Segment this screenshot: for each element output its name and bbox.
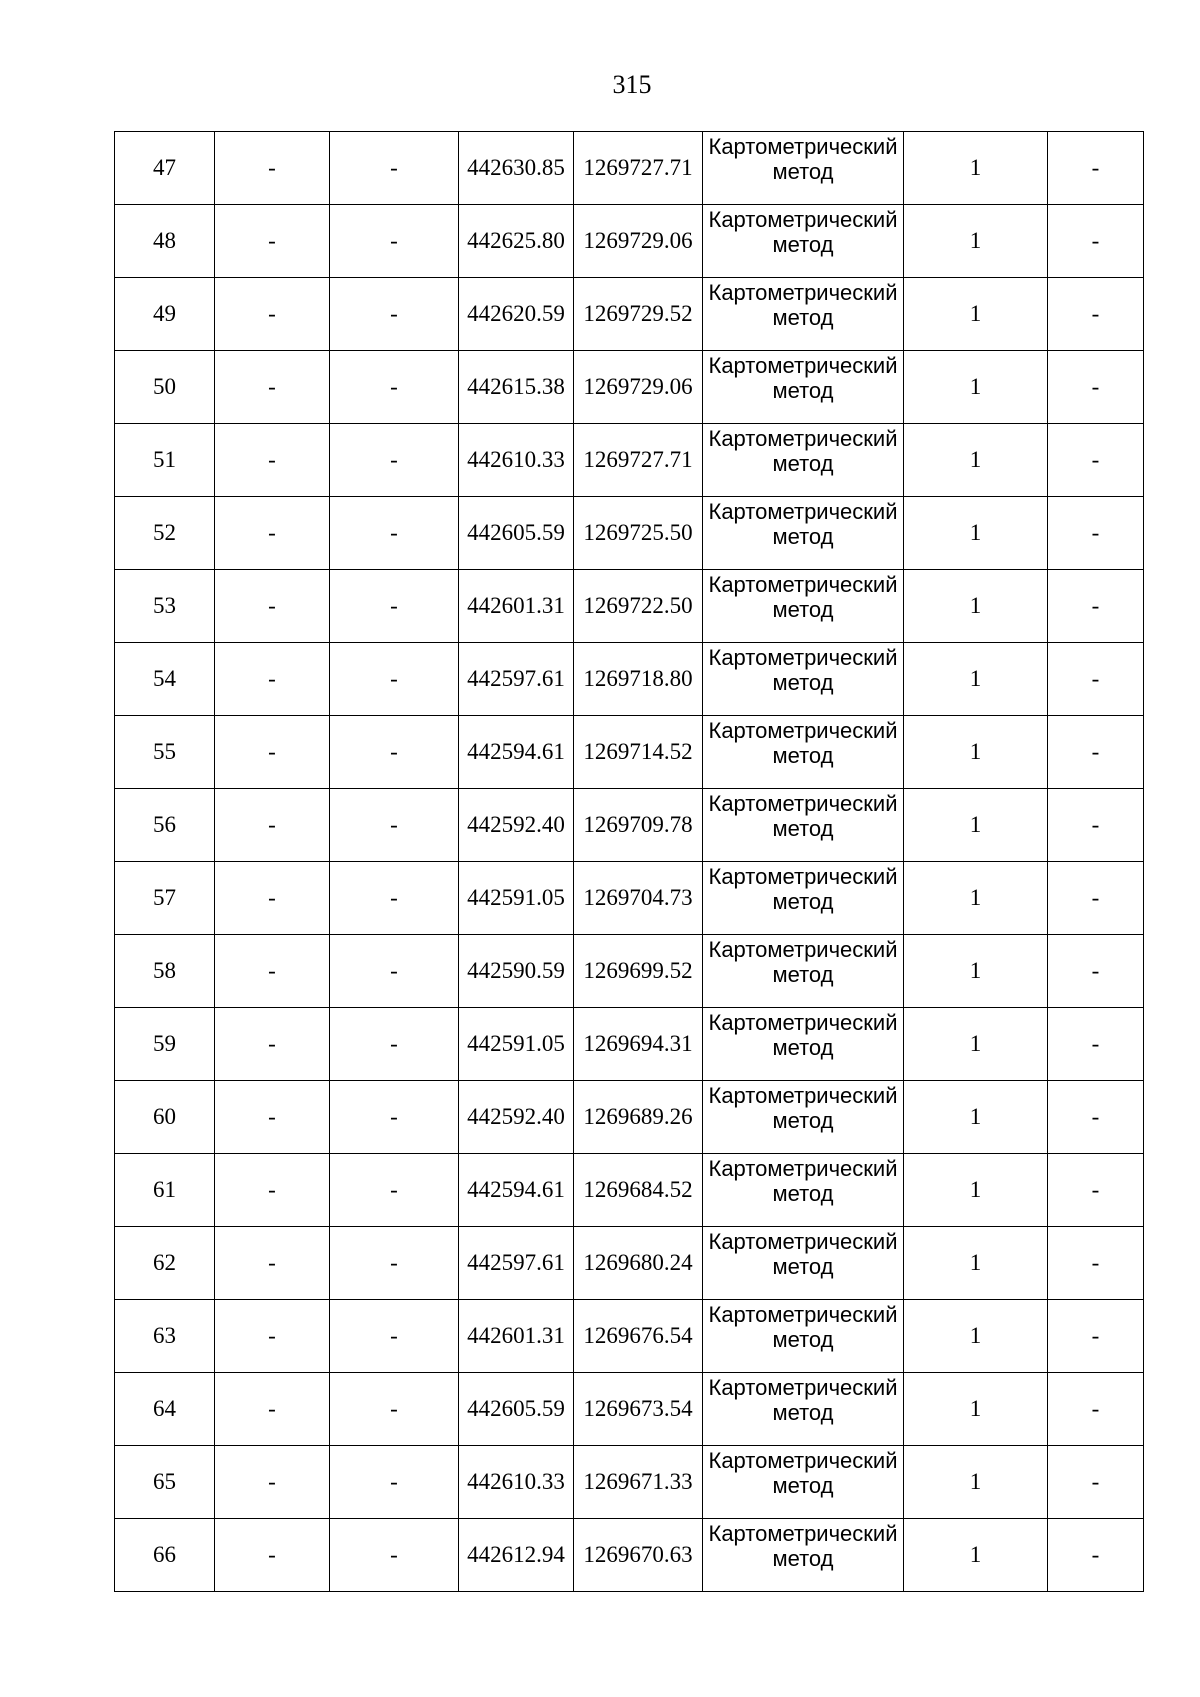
column-9-cell: - [1048,424,1144,497]
method-line-1: Картометрический [708,937,898,962]
column-3-cell: - [330,1373,459,1446]
x-coordinate-cell: 442612.94 [459,1519,574,1592]
column-2-cell: - [215,1008,330,1081]
x-coordinate-cell: 442605.59 [459,497,574,570]
column-3-cell: - [330,424,459,497]
method-cell [703,789,904,862]
y-coordinate-cell: 1269718.80 [574,643,703,716]
y-coordinate-cell: 1269684.52 [574,1154,703,1227]
method-line-2: метод [772,304,834,330]
column-9-cell: - [1048,862,1144,935]
column-3-cell: - [330,497,459,570]
method-cell [703,1373,904,1446]
column-9-cell: - [1048,1081,1144,1154]
method-line-1: Картометрический [708,1375,898,1400]
column-2-cell: - [215,1519,330,1592]
column-2-cell: - [215,789,330,862]
column-9-cell: - [1048,1373,1144,1446]
method-cell [703,935,904,1008]
point-number-cell: 63 [115,1300,215,1373]
table-row [115,351,1144,424]
accuracy-cell: 1 [904,424,1048,497]
table-row [115,1154,1144,1227]
column-2-cell: - [215,1446,330,1519]
y-coordinate-cell: 1269699.52 [574,935,703,1008]
y-coordinate-cell: 1269729.52 [574,278,703,351]
method-line-1: Картометрический [708,207,898,232]
method-line-1: Картометрический [708,791,898,816]
column-2-cell: - [215,351,330,424]
x-coordinate-cell: 442591.05 [459,862,574,935]
method-line-2: метод [772,523,834,549]
method-line-2: метод [772,158,834,184]
point-number-cell: 54 [115,643,215,716]
point-number-cell: 59 [115,1008,215,1081]
accuracy-cell: 1 [904,1081,1048,1154]
method-line-2: метод [772,961,834,987]
method-cell [703,132,904,205]
point-number-cell: 49 [115,278,215,351]
x-coordinate-cell: 442590.59 [459,935,574,1008]
method-cell [703,205,904,278]
y-coordinate-cell: 1269727.71 [574,132,703,205]
table-row [115,1008,1144,1081]
coordinates-table [114,131,1144,1592]
accuracy-cell: 1 [904,789,1048,862]
column-9-cell: - [1048,1008,1144,1081]
accuracy-cell: 1 [904,351,1048,424]
method-line-1: Картометрический [708,572,898,597]
x-coordinate-cell: 442601.31 [459,570,574,643]
method-line-1: Картометрический [708,353,898,378]
method-cell [703,1154,904,1227]
x-coordinate-cell: 442597.61 [459,1227,574,1300]
table-row [115,935,1144,1008]
column-3-cell: - [330,570,459,643]
method-line-1: Картометрический [708,1229,898,1254]
method-line-2: метод [772,1545,834,1571]
method-line-2: метод [772,1253,834,1279]
method-line-1: Картометрический [708,1010,898,1035]
y-coordinate-cell: 1269725.50 [574,497,703,570]
column-9-cell: - [1048,1227,1144,1300]
column-2-cell: - [215,424,330,497]
table-row [115,1081,1144,1154]
column-9-cell: - [1048,935,1144,1008]
column-2-cell: - [215,1373,330,1446]
accuracy-cell: 1 [904,1154,1048,1227]
table-row [115,570,1144,643]
column-3-cell: - [330,1300,459,1373]
x-coordinate-cell: 442605.59 [459,1373,574,1446]
method-line-1: Картометрический [708,1302,898,1327]
column-9-cell: - [1048,351,1144,424]
accuracy-cell: 1 [904,716,1048,789]
accuracy-cell: 1 [904,1446,1048,1519]
point-number-cell: 61 [115,1154,215,1227]
column-2-cell: - [215,205,330,278]
method-line-2: метод [772,377,834,403]
y-coordinate-cell: 1269676.54 [574,1300,703,1373]
method-line-2: метод [772,231,834,257]
column-2-cell: - [215,1300,330,1373]
column-9-cell: - [1048,205,1144,278]
column-3-cell: - [330,1154,459,1227]
point-number-cell: 57 [115,862,215,935]
column-9-cell: - [1048,497,1144,570]
x-coordinate-cell: 442625.80 [459,205,574,278]
column-2-cell: - [215,278,330,351]
method-line-1: Картометрический [708,280,898,305]
method-line-2: метод [772,742,834,768]
point-number-cell: 51 [115,424,215,497]
method-line-2: метод [772,596,834,622]
point-number-cell: 58 [115,935,215,1008]
column-3-cell: - [330,862,459,935]
x-coordinate-cell: 442592.40 [459,789,574,862]
column-2-cell: - [215,643,330,716]
y-coordinate-cell: 1269727.71 [574,424,703,497]
method-cell [703,1008,904,1081]
column-3-cell: - [330,278,459,351]
x-coordinate-cell: 442601.31 [459,1300,574,1373]
column-9-cell: - [1048,132,1144,205]
method-line-1: Картометрический [708,1448,898,1473]
column-3-cell: - [330,1227,459,1300]
method-line-2: метод [772,1034,834,1060]
x-coordinate-cell: 442615.38 [459,351,574,424]
method-cell [703,570,904,643]
method-line-2: метод [772,1472,834,1498]
table-row [115,1519,1144,1592]
y-coordinate-cell: 1269729.06 [574,351,703,424]
method-cell [703,1519,904,1592]
table-row [115,132,1144,205]
accuracy-cell: 1 [904,570,1048,643]
accuracy-cell: 1 [904,643,1048,716]
method-line-1: Картометрический [708,499,898,524]
method-cell [703,643,904,716]
column-9-cell: - [1048,1519,1144,1592]
point-number-cell: 66 [115,1519,215,1592]
y-coordinate-cell: 1269709.78 [574,789,703,862]
page-number: 315 [612,70,652,99]
table-row [115,278,1144,351]
table-row [115,862,1144,935]
method-line-2: метод [772,1107,834,1133]
column-2-cell: - [215,1154,330,1227]
column-3-cell: - [330,1519,459,1592]
accuracy-cell: 1 [904,132,1048,205]
method-cell [703,278,904,351]
method-cell [703,497,904,570]
accuracy-cell: 1 [904,497,1048,570]
accuracy-cell: 1 [904,278,1048,351]
column-2-cell: - [215,570,330,643]
method-line-2: метод [772,888,834,914]
point-number-cell: 53 [115,570,215,643]
y-coordinate-cell: 1269694.31 [574,1008,703,1081]
column-9-cell: - [1048,1154,1144,1227]
x-coordinate-cell: 442620.59 [459,278,574,351]
table-row [115,716,1144,789]
column-2-cell: - [215,1227,330,1300]
table-row [115,424,1144,497]
method-line-1: Картометрический [708,1521,898,1546]
table-row [115,1227,1144,1300]
x-coordinate-cell: 442594.61 [459,1154,574,1227]
method-cell [703,716,904,789]
column-9-cell: - [1048,1300,1144,1373]
y-coordinate-cell: 1269704.73 [574,862,703,935]
x-coordinate-cell: 442597.61 [459,643,574,716]
table-row [115,1446,1144,1519]
column-2-cell: - [215,862,330,935]
x-coordinate-cell: 442610.33 [459,424,574,497]
column-3-cell: - [330,205,459,278]
column-9-cell: - [1048,643,1144,716]
point-number-cell: 47 [115,132,215,205]
method-line-1: Картометрический [708,1083,898,1108]
y-coordinate-cell: 1269722.50 [574,570,703,643]
column-9-cell: - [1048,716,1144,789]
y-coordinate-cell: 1269729.06 [574,205,703,278]
point-number-cell: 64 [115,1373,215,1446]
x-coordinate-cell: 442610.33 [459,1446,574,1519]
accuracy-cell: 1 [904,862,1048,935]
x-coordinate-cell: 442591.05 [459,1008,574,1081]
y-coordinate-cell: 1269689.26 [574,1081,703,1154]
column-3-cell: - [330,1446,459,1519]
method-line-2: метод [772,450,834,476]
column-2-cell: - [215,716,330,789]
method-line-1: Картометрический [708,718,898,743]
column-3-cell: - [330,132,459,205]
point-number-cell: 55 [115,716,215,789]
accuracy-cell: 1 [904,1008,1048,1081]
x-coordinate-cell: 442592.40 [459,1081,574,1154]
method-line-2: метод [772,1180,834,1206]
method-cell [703,862,904,935]
column-2-cell: - [215,497,330,570]
table-row [115,205,1144,278]
accuracy-cell: 1 [904,1227,1048,1300]
accuracy-cell: 1 [904,1373,1048,1446]
column-9-cell: - [1048,278,1144,351]
column-3-cell: - [330,351,459,424]
column-3-cell: - [330,935,459,1008]
column-3-cell: - [330,789,459,862]
method-line-2: метод [772,1399,834,1425]
column-3-cell: - [330,1008,459,1081]
point-number-cell: 50 [115,351,215,424]
table-row [115,1300,1144,1373]
table-row [115,789,1144,862]
table-row [115,1373,1144,1446]
method-line-2: метод [772,1326,834,1352]
point-number-cell: 65 [115,1446,215,1519]
column-3-cell: - [330,1081,459,1154]
column-3-cell: - [330,643,459,716]
column-2-cell: - [215,1081,330,1154]
method-cell [703,351,904,424]
column-2-cell: - [215,132,330,205]
table-body [115,132,1144,1592]
column-9-cell: - [1048,1446,1144,1519]
method-line-2: метод [772,669,834,695]
point-number-cell: 48 [115,205,215,278]
x-coordinate-cell: 442594.61 [459,716,574,789]
method-line-1: Картометрический [708,864,898,889]
method-cell [703,1081,904,1154]
y-coordinate-cell: 1269673.54 [574,1373,703,1446]
column-3-cell: - [330,716,459,789]
point-number-cell: 56 [115,789,215,862]
method-cell [703,1300,904,1373]
y-coordinate-cell: 1269671.33 [574,1446,703,1519]
table-row [115,643,1144,716]
y-coordinate-cell: 1269714.52 [574,716,703,789]
accuracy-cell: 1 [904,1300,1048,1373]
point-number-cell: 60 [115,1081,215,1154]
accuracy-cell: 1 [904,205,1048,278]
x-coordinate-cell: 442630.85 [459,132,574,205]
accuracy-cell: 1 [904,1519,1048,1592]
column-2-cell: - [215,935,330,1008]
point-number-cell: 52 [115,497,215,570]
method-line-1: Картометрический [708,1156,898,1181]
method-line-1: Картометрический [708,645,898,670]
column-9-cell: - [1048,789,1144,862]
method-line-1: Картометрический [708,134,898,159]
method-line-2: метод [772,815,834,841]
accuracy-cell: 1 [904,935,1048,1008]
y-coordinate-cell: 1269670.63 [574,1519,703,1592]
point-number-cell: 62 [115,1227,215,1300]
column-9-cell: - [1048,570,1144,643]
method-cell [703,424,904,497]
y-coordinate-cell: 1269680.24 [574,1227,703,1300]
method-cell [703,1227,904,1300]
table-row [115,497,1144,570]
method-line-1: Картометрический [708,426,898,451]
method-cell [703,1446,904,1519]
